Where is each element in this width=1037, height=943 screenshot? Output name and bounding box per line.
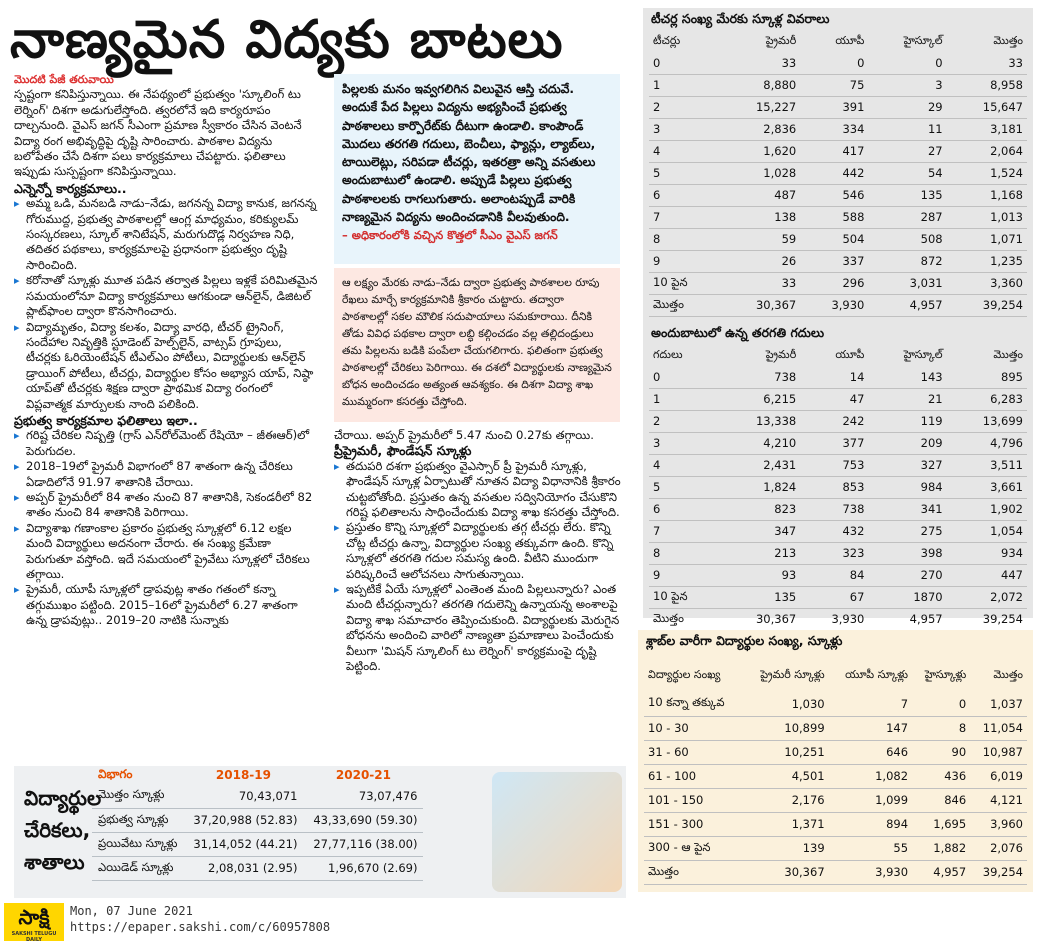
table-row <box>649 542 1027 564</box>
mid-paragraph: చేరాయి. అప్పర్ ప్రైమరీలో 5.47 నుంచి 0.27కు తగ్గాయి. <box>334 428 594 442</box>
teachers-table <box>643 8 1033 322</box>
table-cell: 504 <box>800 228 868 250</box>
table-cell: 30,367 <box>720 294 800 316</box>
slab-table-title: శ్లాబ్‌ల వారీగా విద్యార్థుల సంఖ్య, స్కూళ్లు <box>638 630 1033 652</box>
table-cell: 1,620 <box>720 140 800 162</box>
table-cell: 1,037 <box>970 692 1027 716</box>
table-cell: 3 <box>649 118 720 140</box>
enroll-cell: 37,20,988 (52.83) <box>183 808 303 832</box>
table-cell: 33 <box>947 52 1027 74</box>
table-cell: 4 <box>649 140 720 162</box>
table-cell: మొత్తం <box>644 860 744 884</box>
lead-article <box>14 72 319 629</box>
table-cell: 11 <box>868 118 946 140</box>
table-cell: 3,661 <box>947 476 1027 498</box>
enroll-cell: మొత్తం స్కూళ్లు <box>92 784 183 808</box>
classrooms-table-grid <box>649 346 1027 631</box>
enroll-cell: 27,77,116 (38.00) <box>303 832 423 856</box>
table-cell: 436 <box>912 764 970 788</box>
table-row <box>649 118 1027 140</box>
table-cell: 2,064 <box>947 140 1027 162</box>
table-cell: 1,371 <box>744 812 829 836</box>
table-cell: 11,054 <box>970 716 1027 740</box>
table-cell: 546 <box>800 184 868 206</box>
col-header: యూపీ <box>835 348 865 361</box>
table-row <box>649 608 1027 630</box>
table-cell: 2 <box>649 410 720 432</box>
enroll-row <box>92 832 423 856</box>
table-cell: 4,957 <box>868 608 946 630</box>
table-cell: 4,957 <box>868 294 946 316</box>
table-row <box>649 454 1027 476</box>
table-row <box>644 812 1027 836</box>
table-cell: 8,880 <box>720 74 800 96</box>
table-cell: 417 <box>800 140 868 162</box>
table-cell: 327 <box>868 454 946 476</box>
table-cell: 508 <box>868 228 946 250</box>
table-row <box>644 764 1027 788</box>
table-cell: 84 <box>800 564 868 586</box>
epaper-url[interactable]: https://epaper.sakshi.com/c/60957808 <box>70 920 331 934</box>
enrollment-title: విద్యార్థుల చేరికలు, శాతాలు <box>24 786 102 874</box>
col-header: టీచర్లు <box>653 34 681 47</box>
table-cell: 59 <box>720 228 800 250</box>
table-cell: 13,338 <box>720 410 800 432</box>
col-header: విద్యార్థుల సంఖ్య <box>648 668 721 681</box>
table-cell: 30,367 <box>744 860 829 884</box>
table-cell: 15,227 <box>720 96 800 118</box>
table-cell: 1,824 <box>720 476 800 498</box>
edition-date: Mon, 07 June 2021 <box>70 904 193 918</box>
table-cell: 4,210 <box>720 432 800 454</box>
table-cell: 2,176 <box>744 788 829 812</box>
table-cell: 5 <box>649 476 720 498</box>
enroll-cell: ప్రభుత్వ స్కూళ్లు <box>92 808 183 832</box>
table-cell: 646 <box>829 740 912 764</box>
mid-bullet-2: ▸ ప్రస్తుతం కొన్ని స్కూళ్లలో విద్యార్థులకు తగ్గ టీచర్లు లేరు. కొన్ని చోట్ల టీచర్లు ఉన్నా, విద్యార్థుల సంఖ్య తక్కువగా ఉంది. కొన్ని స్కూళ్లలో తరగతి గదుల సమస్య ఉంది. వీటిని ముందుగా పరిష్కరించే ఆలోచనలు సాగుతున్నాయి. <box>334 520 622 582</box>
pink-info-box: ఆ లక్ష్యం మేరకు నాడు–నేడు ద్వారా ప్రభుత్వ పాఠశాలల రూపు రేఖలు మార్చే కార్యక్రమానికి శ్రీకారం చుట్టారు. తద్వారా పాఠశాలల్లో సకల మౌలిక సదుపాయాలు సమకూరాయి. దీనికి తోడు వివిధ పథకాల ద్వారా లబ్ధి కల్గించడం వల్ల తల్లిదండ్రులు తమ పిల్లలను బడికి పంపేలా చేయగలిగారు. ఫలితంగా ప్రభుత్వ పాఠశాలల్లో చేరికలు పెరిగాయి. ఈ దశలో విద్యార్థులకు నాణ్యమైన బోధన అందించడం అత్యంత ఆవశ్యకం. ఈ దిశగా విద్యా శాఖ ముమ్మరంగా కసరత్తు చేస్తోంది. <box>334 268 620 422</box>
table-cell: 341 <box>868 498 946 520</box>
lead-paragraph: స్పష్టంగా కనిపిస్తున్నాయి. ఈ నేపథ్యంలో ప్రభుత్వం 'స్కూలింగ్ టు లెర్నింగ్' దిశగా అడుగులేస్తోంది. త్వరలోనే ఇది కార్యరూపం దాల్చనుంది. వైఎస్ జగన్ సీఎంగా ప్రమాణ స్వీకారం చేసిన వెంటనే విద్యా రంగ అభివృద్ధిపై దృష్టి సారించారు. పాఠశాల విద్యను బలోపేతం చేసే దిశగా పలు కార్యక్రమాలు చేపట్టారు. ఫలితాలు ఇప్పుడు సుస్పష్టంగా కనిపిస్తున్నాయి. <box>14 87 302 179</box>
middle-article <box>334 428 622 675</box>
mid-bullet-1: ▸ తదుపరి దశగా ప్రభుత్వం వైఎస్సార్ ప్రీ ప్రైమరీ స్కూళ్లు, ఫౌండేషన్ స్కూళ్ల ఏర్పాటుతో నూతన విద్యా విధానానికి శ్రీకారం చుట్టబోతోంది. ప్రస్తుతం ఉన్న వసతుల సద్వినియోగం చేసుకొని గరిష్ట ఫలితాలను సాధించేందుకు విద్యా శాఖ కసరత్తు చేస్తోంది. <box>334 459 622 521</box>
col-header: గదులు <box>653 348 683 361</box>
table-row <box>644 716 1027 740</box>
enroll-header: 2020-21 <box>335 768 391 782</box>
table-cell: 213 <box>720 542 800 564</box>
table-cell: 0 <box>912 692 970 716</box>
enroll-cell: ఎయిడెడ్ స్కూళ్లు <box>92 856 183 880</box>
table-cell: 334 <box>800 118 868 140</box>
slab-table-grid <box>644 660 1027 885</box>
table-cell: 377 <box>800 432 868 454</box>
table-cell: 10,987 <box>970 740 1027 764</box>
table-cell: 0 <box>800 52 868 74</box>
table-cell: 6,019 <box>970 764 1027 788</box>
table-cell: 823 <box>720 498 800 520</box>
table-row <box>649 410 1027 432</box>
mid-bullet-3: ▸ ఇప్పటికే ఏయే స్కూళ్లలో ఎంతెంత మంది పిల్లలున్నారు? ఎంత మంది టీచర్లున్నారు? తరగతి గదులెన్ని ఉన్నాయన్న అంశాలపై విద్యా శాఖ సమాచారం తెప్పించుకుంది. విద్యార్థులకు మెరుగైన బోధనను అందించి వారిలో నాణ్యతా ప్రమాణాలు పెంచేందుకు వీలుగా 'మిషన్ స్కూలింగ్ టు లెర్నింగ్' కార్యక్రమంపై దృష్టి పెట్టింది. <box>334 582 622 674</box>
enroll-row <box>92 808 423 832</box>
col-header: హైస్కూళ్లు <box>924 668 967 681</box>
enroll-cell: 2,08,031 (2.95) <box>183 856 303 880</box>
table-cell: 13,699 <box>947 410 1027 432</box>
table-row <box>644 740 1027 764</box>
table-row <box>649 250 1027 272</box>
table-cell: 2 <box>649 96 720 118</box>
table-cell: 139 <box>744 836 829 860</box>
table-cell: 21 <box>868 388 946 410</box>
table-cell: 3,930 <box>800 608 868 630</box>
table-cell: 14 <box>800 366 868 388</box>
table-cell: 1,082 <box>829 764 912 788</box>
table-row <box>649 498 1027 520</box>
table-cell: 2,431 <box>720 454 800 476</box>
table-cell: 7 <box>829 692 912 716</box>
table-row <box>649 586 1027 608</box>
table-cell: 287 <box>868 206 946 228</box>
footer <box>0 900 1037 943</box>
table-cell: 143 <box>868 366 946 388</box>
table-cell: 1,013 <box>947 206 1027 228</box>
bullet-5: ▸ 2018–19లో ప్రైమరీ విభాగంలో 87 శాతంగా ఉన్న చేరికలు ఏడాదిలోనే 91.97 శాతానికి చేరాయి. <box>14 459 319 490</box>
table-cell: 5 <box>649 162 720 184</box>
table-row <box>649 432 1027 454</box>
table-cell: 300 - ఆ పైన <box>644 836 744 860</box>
table-cell: 47 <box>800 388 868 410</box>
table-cell: 67 <box>800 586 868 608</box>
table-cell: 6,283 <box>947 388 1027 410</box>
table-cell: 1,168 <box>947 184 1027 206</box>
table-row <box>649 228 1027 250</box>
bullet-6: ▸ అప్పర్ ప్రైమరీలో 84 శాతం నుంచి 87 శాతానికి, సెకండరీలో 82 శాతం నుంచి 84 శాతానికి పెరిగాయి. <box>14 490 319 521</box>
table-row <box>649 564 1027 586</box>
headline: నాణ్యమైన విద్యకు బాటలు <box>10 10 564 70</box>
table-cell: 1,054 <box>947 520 1027 542</box>
table-cell: 0 <box>868 52 946 74</box>
table-cell: 3,360 <box>947 272 1027 294</box>
table-cell: 31 - 60 <box>644 740 744 764</box>
table-cell: 347 <box>720 520 800 542</box>
slab-table <box>638 630 1033 892</box>
table-row <box>649 272 1027 294</box>
table-row <box>644 788 1027 812</box>
table-cell: 4,121 <box>970 788 1027 812</box>
table-cell: 55 <box>829 836 912 860</box>
table-cell: 4,957 <box>912 860 970 884</box>
table-cell: 9 <box>649 250 720 272</box>
table-row <box>649 52 1027 74</box>
cm-quote-box <box>334 74 620 264</box>
col-header: ప్రైమరీ <box>765 348 797 361</box>
table-cell: 4,501 <box>744 764 829 788</box>
table-cell: 3,930 <box>829 860 912 884</box>
col-header: ప్రైమరీ <box>765 34 797 47</box>
enroll-header: విభాగం <box>98 766 133 781</box>
bullet-1: ▸ అమ్మ ఒడి, మనబడి నాడు–నేడు, జగనన్న విద్యా కానుక, జగనన్న గోరుముద్ద, ప్రభుత్వ పాఠశాలల్లో ఆంగ్ల మాధ్యమం, కరిక్యులమ్ సంస్కరణలు, స్కూల్ శానిటేషన్, మరుగుదొడ్ల నిర్వహణ నిధి, తదితర పథకాలు, కార్యక్రమాలపై ప్రధానంగా ప్రభుత్వం దృష్టి సారించింది. <box>14 196 319 273</box>
table-row <box>649 140 1027 162</box>
table-cell: 296 <box>800 272 868 294</box>
sakshi-logo <box>4 903 64 941</box>
table-cell: 984 <box>868 476 946 498</box>
table-cell: 33 <box>720 272 800 294</box>
col-header: మొత్తం <box>993 668 1023 681</box>
table-cell: 33 <box>720 52 800 74</box>
table-cell: 1 <box>649 388 720 410</box>
table-cell: 4 <box>649 454 720 476</box>
col-header: మొత్తం <box>993 34 1023 47</box>
kicker <box>14 72 319 87</box>
teachers-table-grid <box>649 32 1027 317</box>
classrooms-table <box>643 322 1033 626</box>
table-cell: 10,251 <box>744 740 829 764</box>
children-photo <box>492 772 622 892</box>
table-cell: 1,695 <box>912 812 970 836</box>
table-cell: 3,930 <box>800 294 868 316</box>
table-cell: 6,215 <box>720 388 800 410</box>
table-cell: 934 <box>947 542 1027 564</box>
table-cell: 275 <box>868 520 946 542</box>
table-cell: 39,254 <box>947 294 1027 316</box>
enroll-cell: 70,43,071 <box>183 784 303 808</box>
table-cell: 135 <box>720 586 800 608</box>
table-cell: 738 <box>800 498 868 520</box>
table-cell: 4,796 <box>947 432 1027 454</box>
table-cell: 895 <box>947 366 1027 388</box>
table-cell: 1870 <box>868 586 946 608</box>
table-cell: 337 <box>800 250 868 272</box>
table-cell: 135 <box>868 184 946 206</box>
col-header: హైస్కూల్ <box>903 34 943 47</box>
table-cell: 61 - 100 <box>644 764 744 788</box>
quote-text: పిల్లలకు మనం ఇవ్వగలిగిన విలువైన ఆస్తి చదువే. అందుకే పేద పిల్లలు విద్యను అభ్యసించే ప్రభుత్వ పాఠశాలలు కార్పొరేట్‌కు దీటుగా ఉండాలి. కాంపౌండ్ మొదలు తరగతి గదులు, బెంచీలు, ఫ్యాన్లు, ల్యాబ్‌లు, టాయిలెట్లు, సరిపడా టీచర్లు, ఇతరత్రా అన్ని వసతులు అందుబాటులో ఉండాలి. అప్పుడే పిల్లలు ప్రభుత్వ పాఠశాలలకు రాగలుగుతారు. అలాంటప్పుడే వారికి నాణ్యమైన విద్యను అందించడానికి వీలవుతుంది. <box>342 82 596 225</box>
table-cell: 0 <box>649 52 720 74</box>
col-header: ప్రైమరీ స్కూళ్లు <box>760 668 825 681</box>
table-cell: 1 <box>649 74 720 96</box>
table-cell: 15,647 <box>947 96 1027 118</box>
logo-text: సాక్షి <box>18 905 50 929</box>
table-row <box>649 184 1027 206</box>
kicker-label: మొదటి పేజీ తరువాయి <box>14 73 114 86</box>
enroll-cell: ప్రయివేటు స్కూళ్లు <box>92 832 183 856</box>
table-cell: 588 <box>800 206 868 228</box>
table-row <box>649 162 1027 184</box>
table-cell: 2,076 <box>970 836 1027 860</box>
table-cell: 8 <box>649 228 720 250</box>
table-row <box>649 96 1027 118</box>
table-cell: 10 - 30 <box>644 716 744 740</box>
table-cell: మొత్తం <box>649 294 720 316</box>
table-cell: 391 <box>800 96 868 118</box>
table-cell: 8,958 <box>947 74 1027 96</box>
table-cell: మొత్తం <box>649 608 720 630</box>
table-cell: 27 <box>868 140 946 162</box>
table-cell: 10 పైన <box>649 586 720 608</box>
col-header: యూపీ స్కూళ్లు <box>845 668 909 681</box>
enrollment-table <box>92 766 423 881</box>
table-row <box>649 294 1027 316</box>
table-cell: 75 <box>800 74 868 96</box>
table-cell: 753 <box>800 454 868 476</box>
table-cell: 853 <box>800 476 868 498</box>
table-row <box>649 388 1027 410</box>
table-cell: 442 <box>800 162 868 184</box>
table-cell: 0 <box>649 366 720 388</box>
quote-signature: – అధికారంలోకి వచ్చిన కొత్తలో సీఎం వైఎస్ జగన్ <box>342 228 558 243</box>
table-cell: 846 <box>912 788 970 812</box>
table-cell: 90 <box>912 740 970 764</box>
table-row <box>649 476 1027 498</box>
table-cell: 3,511 <box>947 454 1027 476</box>
table-row <box>649 366 1027 388</box>
col-header: యూపీ <box>835 34 865 47</box>
table-cell: 1,030 <box>744 692 829 716</box>
table-row <box>649 74 1027 96</box>
table-cell: 323 <box>800 542 868 564</box>
table-cell: 398 <box>868 542 946 564</box>
table-cell: 242 <box>800 410 868 432</box>
table-cell: 1,524 <box>947 162 1027 184</box>
classrooms-table-title: అందుబాటులో ఉన్న తరగతి గదులు <box>651 325 825 340</box>
table-cell: 3,960 <box>970 812 1027 836</box>
table-cell: 54 <box>868 162 946 184</box>
enroll-row <box>92 784 423 808</box>
table-cell: 487 <box>720 184 800 206</box>
enrollment-box <box>14 766 626 898</box>
table-cell: 10 పైన <box>649 272 720 294</box>
table-cell: 3 <box>649 432 720 454</box>
bullet-3: ▸ విద్యామృతం, విద్యా కలశం, విద్యా వారధి, టీచర్ ట్రైనింగ్, సందేహాల నివృత్తికి స్టూడెంట్ హెల్ప్‌లైన్, వాట్సప్ గ్రూపులు, టీచర్లకు ఓరియెంటేషన్ టీఎల్ఎం పోటీలు, విద్యార్థులకు ఆన్‌లైన్ డ్రాయింగ్ పోటీలు, టీచర్లు, విద్యార్థుల కోసం అభ్యాస యాప్, నిష్ఠా యాప్‌తో టీచర్లకు శిక్షణ ద్వారా ప్రాథమిక విద్యా రంగంలో విప్లవాత్మక మార్పులకు నాంది పలికింది. <box>14 320 319 412</box>
table-cell: 209 <box>868 432 946 454</box>
table-cell: 151 - 300 <box>644 812 744 836</box>
enroll-row <box>92 856 423 880</box>
table-cell: 39,254 <box>970 860 1027 884</box>
table-cell: 30,367 <box>720 608 800 630</box>
table-cell: 1,071 <box>947 228 1027 250</box>
table-cell: 3 <box>868 74 946 96</box>
table-cell: 93 <box>720 564 800 586</box>
table-cell: 6 <box>649 184 720 206</box>
bullet-4: ▸ గరిష్ట చేరికల నిష్పత్తి (గ్రాస్ ఎన్‌రోల్‌మెంట్ రేషియో – జీఈఆర్)లో పెరుగుదల. <box>14 428 319 459</box>
table-cell: 432 <box>800 520 868 542</box>
subhead-results: ప్రభుత్వ కార్యక్రమాల ఫలితాలు ఇలా.. <box>14 412 198 428</box>
table-cell: 138 <box>720 206 800 228</box>
table-cell: 7 <box>649 520 720 542</box>
enroll-header: 2018-19 <box>215 768 271 782</box>
table-cell: 270 <box>868 564 946 586</box>
table-cell: 2,836 <box>720 118 800 140</box>
subhead-preprimary: ప్రీప్రైమరీ, ఫౌండేషన్ స్కూళ్లు <box>334 443 472 459</box>
table-cell: 3,181 <box>947 118 1027 140</box>
table-cell: 101 - 150 <box>644 788 744 812</box>
logo-subtext: SAKSHI TELUGU DAILY <box>11 931 57 943</box>
table-cell: 447 <box>947 564 1027 586</box>
table-cell: 1,028 <box>720 162 800 184</box>
table-row <box>649 206 1027 228</box>
table-row <box>644 692 1027 716</box>
table-cell: 10 కన్నా తక్కువ <box>644 692 744 716</box>
table-cell: 119 <box>868 410 946 432</box>
table-cell: 6 <box>649 498 720 520</box>
table-cell: 872 <box>868 250 946 272</box>
table-cell: 1,882 <box>912 836 970 860</box>
table-cell: 10,899 <box>744 716 829 740</box>
table-cell: 894 <box>829 812 912 836</box>
col-header: మొత్తం <box>993 348 1023 361</box>
col-header: హైస్కూల్ <box>903 348 943 361</box>
enroll-cell: 31,14,052 (44.21) <box>183 832 303 856</box>
enroll-cell: 73,07,476 <box>303 784 423 808</box>
table-cell: 1,902 <box>947 498 1027 520</box>
table-cell: 7 <box>649 206 720 228</box>
table-cell: 8 <box>649 542 720 564</box>
table-row <box>649 520 1027 542</box>
bullet-7: ▸ విద్యాశాఖ గణాంకాల ప్రకారం ప్రభుత్వ స్కూళ్లలో 6.12 లక్షల మంది విద్యార్థులు అదనంగా చేరారు. ఈ సంఖ్య క్రమేణా పెరుగుతూ వస్తోంది. ఇదే సమయంలో ప్రైవేటు స్కూళ్లలో చేరికలు తగ్గాయి. <box>14 521 319 583</box>
table-cell: 26 <box>720 250 800 272</box>
table-cell: 39,254 <box>947 608 1027 630</box>
table-cell: 8 <box>912 716 970 740</box>
bullet-8: ▸ ప్రైమరీ, యూపీ స్కూళ్లలో డ్రాపవుట్ల శాతం గతంలో కన్నా తగ్గుముఖం పట్టింది. 2015–16లో ప్రైమరీలో 6.27 శాతంగా ఉన్న డ్రాపవుట్లు.. 2019–20 నాటికి సున్నాకు <box>14 582 319 628</box>
table-cell: 29 <box>868 96 946 118</box>
subhead-programs: ఎన్నెన్నో కార్యక్రమాలు.. <box>14 180 127 196</box>
teachers-table-title: టీచర్ల సంఖ్య మేరకు స్కూళ్ల వివరాలు <box>651 11 830 26</box>
table-cell: 9 <box>649 564 720 586</box>
table-cell: 1,099 <box>829 788 912 812</box>
table-cell: 738 <box>720 366 800 388</box>
enroll-cell: 43,33,690 (59.30) <box>303 808 423 832</box>
table-cell: 147 <box>829 716 912 740</box>
bullet-2: ▸ కరోనాతో స్కూళ్లు మూత పడిన తర్వాత పిల్లలు ఇళ్లకే పరిమితమైన సమయంలోనూ విద్యా కార్యక్రమాలు ఆగకుండా ఆన్‌లైన్, డిజిటల్ ప్లాట్‌ఫాంల ద్వారా కొనసాగించారు. <box>14 273 319 319</box>
table-cell: 1,235 <box>947 250 1027 272</box>
table-row <box>644 860 1027 884</box>
enroll-cell: 1,96,670 (2.69) <box>303 856 423 880</box>
table-cell: 2,072 <box>947 586 1027 608</box>
table-cell: 3,031 <box>868 272 946 294</box>
table-row <box>644 836 1027 860</box>
